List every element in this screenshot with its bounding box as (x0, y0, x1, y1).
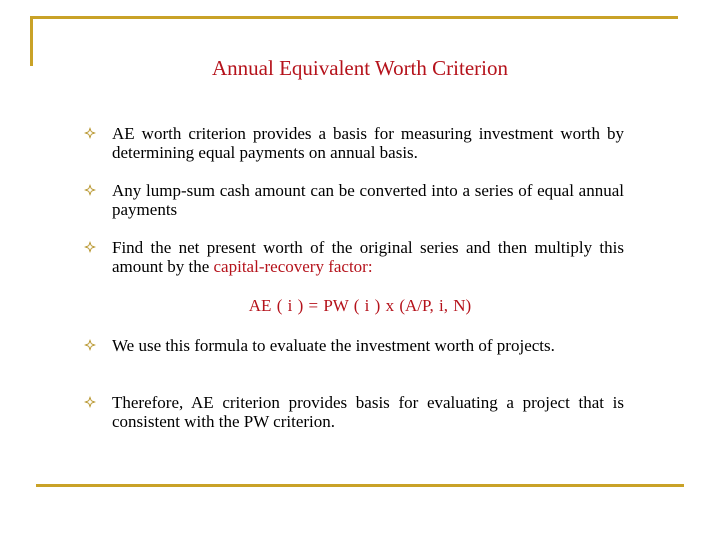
bullet-text: We use this formula to evaluate the investment worth of projects. (112, 336, 555, 355)
bullet-text: Any lump-sum cash amount can be converted into a series of equal annual payments (112, 181, 624, 219)
bullet-text (112, 238, 624, 276)
bullet-text-body: Find the net present worth of the original series and then multiply this amount by the (112, 238, 624, 276)
diamond-bullet-icon (84, 396, 96, 408)
top-border-line (30, 16, 678, 19)
diamond-bullet-icon (84, 184, 96, 196)
bullet-text: Therefore, AE criterion provides basis for evaluating a project that is consistent with the PW criterion. (112, 393, 624, 431)
bullet-text: AE worth criterion provides a basis for measuring investment worth by determining equal payments on annual basis. (112, 124, 624, 162)
diamond-bullet-icon (84, 339, 96, 351)
diamond-bullet-icon (84, 127, 96, 139)
ae-formula: AE ( i ) = PW ( i ) x (A/P, i, N) (248, 296, 472, 315)
bottom-border-line (36, 484, 684, 487)
diamond-bullet-icon (84, 241, 96, 253)
capital-recovery-factor-highlight: capital-recovery factor: (213, 257, 373, 276)
slide-title: Annual Equivalent Worth Criterion (212, 56, 508, 80)
